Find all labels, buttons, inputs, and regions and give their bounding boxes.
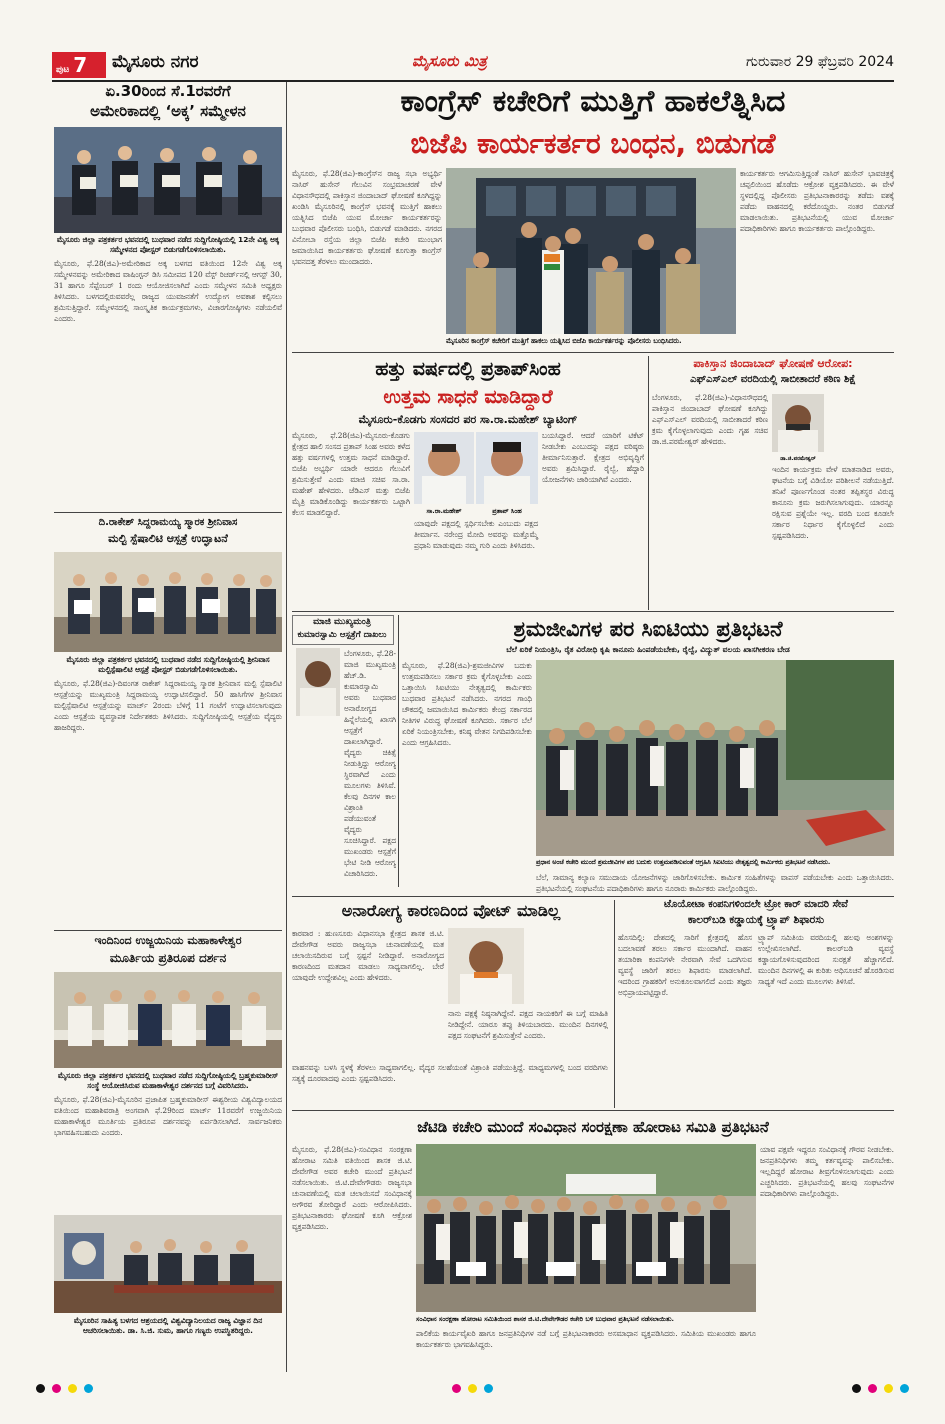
citu-subhead: ಬೆಲೆ ಏರಿಕೆ ನಿಯಂತ್ರಿಸಿ, ರೈತ ವಿರೋಧಿ ಕೃಷಿ ಕಾನೂನು ಹಿಂಪಡೆಯಬೇಕು, ರೈಲ್ವೆ, ವಿದ್ಯುತ್ ವಲಯ ಖಾಸಗೀಕರಣ ಬೇಡ (506, 645, 790, 654)
registration-dot (68, 1384, 77, 1393)
jtd-photo (416, 1144, 756, 1312)
pratap-body-2: ಬಯಸಿದ್ದಾರೆ. ಆದರೆ ಯಾರಿಗೆ ಟಿಕೆಟ್ ನೀಡಬೇಕು ಎಂಬುದನ್ನು ಪಕ್ಷದ ವರಿಷ್ಠರು ತೀರ್ಮಾನಿಸುತ್ತಾರೆ. ಕ್ಷೇತ್ರದ ಅಭಿವೃದ್ಧಿಗೆ ಅವರು ಶ್ರಮಿಸಿದ್ದಾರೆ. ರೈಲ್ವೆ, ಹೆದ್ದಾರಿ ಯೋಜನೆಗಳು ಜಾರಿಯಾಗಿವೆ ಎಂದರು. (542, 431, 644, 484)
science-day-photo (54, 1215, 282, 1313)
jtd-photo-caption: ಸಂವಿಧಾನ ಸಂರಕ್ಷಣಾ ಹೋರಾಟ ಸಮಿತಿಯಿಂದ ಶಾಸಕ ಜಿ.ಟಿ.ದೇವೇಗೌಡರ ಕಚೇರಿ ಬಳಿ ಬುಧವಾರ ಪ್ರತಿಭಟನೆ ನಡೆಸಲಾಯಿತು. (416, 1315, 675, 1323)
issue-date: ಗುರುವಾರ 29 ಫೆಬ್ರವರಿ 2024 (745, 54, 894, 70)
vote-body-2: ನಾನು ಪಕ್ಷಕ್ಕೆ ನಿಷ್ಠನಾಗಿದ್ದೇನೆ. ಪಕ್ಷದ ನಾಯಕರಿಗೆ ಈ ಬಗ್ಗೆ ಮಾಹಿತಿ ನೀಡಿದ್ದೇನೆ. ಯಾರೂ ತಪ್ಪು ತಿಳಿಯಬಾರದು. ಮುಂದಿನ ದಿನಗಳಲ್ಲಿ ಪಕ್ಷದ ಸಂಘಟನೆಗೆ ಶ್ರಮಿಸುತ್ತೇನೆ ಎಂದರು. (448, 1009, 608, 1040)
hospital-caption: ಮೈಸೂರು ಜಿಲ್ಲಾ ಪತ್ರಕರ್ತರ ಭವನದಲ್ಲಿ ಬುಧವಾರ ನಡೆದ ಸುದ್ದಿಗೋಷ್ಠಿಯಲ್ಲಿ ಶ್ರೀನಿವಾಸ ಮಲ್ಟಿಸ್ಪೆಷಾಲಿಟಿ ಆಸ್ಪತ್ರೆ ಪೋಸ್ಟರ್ ಬಿಡುಗಡೆಗೊಳಿಸಲಾಯಿತು. (66, 655, 270, 674)
section-title: ಮೈಸೂರು ನಗರ (112, 52, 199, 72)
jtd-body-bottom: ಪಾಲಿಕೆಯ ಕಾರ್ಯವೈಖರಿ ಹಾಗೂ ಜನಪ್ರತಿನಿಧಿಗಳ ನಡೆ ಬಗ್ಗೆ ಪ್ರತಿಭಟನಾಕಾರರು ಅಸಮಾಧಾನ ವ್ಯಕ್ತಪಡಿಸಿದರು. ಸಮಿತಿಯ ಮುಖಂಡರು ಹಾಗೂ ಕಾರ್ಯಕರ್ತರು ಭಾಗವಹಿಸಿದ್ದರು. (416, 1329, 756, 1349)
hdk-tag-1: ಮಾಜಿ ಮುಖ್ಯಮಂತ್ರಿ (313, 617, 371, 627)
akka-headline-2: ಅಮೇರಿಕಾದಲ್ಲಿ ‘ಅಕ್ಕ’ ಸಮ್ಮೇಳನ (90, 102, 246, 120)
jtd-body-left: ಮೈಸೂರು, ಫೆ.28(ಜಿಎ)-ಸಂವಿಧಾನ ಸಂರಕ್ಷಣಾ ಹೋರಾಟ ಸಮಿತಿ ವತಿಯಿಂದ ಶಾಸಕ ಜಿ.ಟಿ. ದೇವೇಗೌಡ ಅವರ ಕಚೇರಿ ಮುಂದೆ ಪ್ರತಿಭಟನೆ ನಡೆಸಲಾಯಿತು. ಜಿ.ಟಿ.ದೇವೇಗೌಡರು ರಾಜ್ಯಸಭಾ ಚುನಾವಣೆಯಲ್ಲಿ ಮತ ಚಲಾಯಿಸದೆ ಸಂವಿಧಾನಕ್ಕೆ ಅಗೌರವ ತೋರಿದ್ದಾರೆ ಎಂದು ಆರೋಪಿಸಿದರು. ಪ್ರತಿಭಟನಾಕಾರರು ಘೋಷಣೆ ಕೂಗಿ ಆಕ್ರೋಶ ವ್ಯಕ್ತಪಡಿಸಿದರು. (292, 1145, 412, 1231)
akka-caption: ಮೈಸೂರು ಜಿಲ್ಲಾ ಪತ್ರಕರ್ತರ ಭವನದಲ್ಲಿ ಬುಧವಾರ ನಡೆದ ಸುದ್ದಿಗೋಷ್ಠಿಯಲ್ಲಿ 12ನೇ ವಿಶ್ವ ಅಕ್ಕ ಸಮ್ಮೇಳನದ ಪೋಸ್ಟರ್ ಬಿಡುಗಡೆಗೊಳಿಸಲಾಯಿತು. (56, 235, 280, 254)
mahakal-photo (54, 972, 282, 1068)
lead-photo-caption: ಮೈಸೂರಿನ ಕಾಂಗ್ರೆಸ್ ಕಚೇರಿಗೆ ಮುತ್ತಿಗೆ ಹಾಕಲು ಯತ್ನಿಸಿದ ಬಿಜೆಪಿ ಕಾರ್ಯಕರ್ತರನ್ನು ಪೊಲೀಸರು ಬಂಧಿಸಿದರು. (446, 337, 682, 345)
pakistan-body-2: ಇಂದಿನ ಕಾರ್ಯಕ್ರಮ ವೇಳೆ ಮಾತನಾಡಿದ ಅವರು, ಘಟನೆಯ ಬಗ್ಗೆ ವಿಡಿಯೋ ಪರಿಶೀಲನೆ ನಡೆಯುತ್ತಿದೆ. ತನಿಖೆ ಪೂರ್ಣಗೊಂಡ ನಂತರ ತಪ್ಪಿತಸ್ಥರ ವಿರುದ್ಧ ಕಾನೂನು ಕ್ರಮ ಜರುಗಿಸಲಾಗುವುದು. ಯಾರನ್ನೂ ರಕ್ಷಿಸುವ ಪ್ರಶ್ನೆಯೇ ಇಲ್ಲ. ವರದಿ ಬಂದ ಕೂಡಲೇ ಸರ್ಕಾರ ನಿರ್ಧಾರ ಕೈಗೊಳ್ಳಲಿದೆ ಎಂದು ಸ್ಪಷ್ಟಪಡಿಸಿದರು. (772, 465, 894, 540)
pratap-headline-1: ಹತ್ತು ವರ್ಷದಲ್ಲಿ ಪ್ರತಾಪ್‌ಸಿಂಹ (375, 358, 561, 380)
citu-body: ಮೈಸೂರು, ಫೆ.28(ಜಿಎ)-ಶ್ರಮಜೀವಿಗಳ ಬದುಕು ಉತ್ತಮಪಡಿಸಲು ಸರ್ಕಾರ ಕ್ರಮ ಕೈಗೊಳ್ಳಬೇಕು ಎಂದು ಒತ್ತಾಯಿಸಿ ಸಿಐಟಿಯು ನೇತೃತ್ವದಲ್ಲಿ ಕಾರ್ಮಿಕರು ಬುಧವಾರ ಪ್ರತಿಭಟನೆ ನಡೆಸಿದರು. ನಗರದ ಗಾಂಧಿ ಚೌಕದಲ್ಲಿ ಜಮಾಯಿಸಿದ ಕಾರ್ಮಿಕರು ಕೇಂದ್ರ ಸರ್ಕಾರದ ನೀತಿಗಳ ವಿರುದ್ಧ ಘೋಷಣೆ ಕೂಗಿದರು. ಸರ್ಕಾರ ಬೆಲೆ ಏರಿಕೆ ನಿಯಂತ್ರಿಸಬೇಕು, ಕನಿಷ್ಠ ವೇತನ ನಿಗದಿಪಡಿಸಬೇಕು ಎಂದು ಆಗ್ರಹಿಸಿದರು. (402, 661, 532, 747)
page-number: 7 (73, 53, 88, 77)
pratap-headline-2: ಉತ್ತಮ ಸಾಧನೆ ಮಾಡಿದ್ದಾರೆ (383, 386, 553, 408)
registration-dot (452, 1384, 461, 1393)
divider (292, 352, 894, 353)
vote-body-3: ವಾಹನವನ್ನು ಬಳಸಿ ಸ್ಥಳಕ್ಕೆ ತೆರಳಲು ಸಾಧ್ಯವಾಗಲಿಲ್ಲ. ವೈದ್ಯರ ಸಲಹೆಯಂತೆ ವಿಶ್ರಾಂತಿ ಪಡೆಯುತ್ತಿದ್ದೆ. ಮಾಧ್ಯಮಗಳಲ್ಲಿ ಬಂದ ವರದಿಗಳು ಸತ್ಯಕ್ಕೆ ದೂರವಾದವು ಎಂದು ಸ್ಪಷ್ಟಪಡಿಸಿದರು. (292, 1063, 608, 1083)
pratap-body-3: ಯಾವುದೇ ಪಕ್ಷದಲ್ಲಿ ಸ್ಪರ್ಧಿಸಬೇಕು ಎಂಬುದು ಪಕ್ಷದ ತೀರ್ಮಾನ. ನರೇಂದ್ರ ಮೋದಿ ಅವರನ್ನು ಮತ್ತೊಮ್ಮೆ ಪ್ರಧಾನಿ ಮಾಡುವುದು ನಮ್ಮ ಗುರಿ ಎಂದು ತಿಳಿಸಿದರು. (414, 519, 538, 550)
akka-body: ಮೈಸೂರು, ಫೆ.28(ಜಿಎ)-ಅಮೇರಿಕಾದ ಅಕ್ಕ ಬಳಗದ ವತಿಯಿಂದ 12ನೇ ವಿಶ್ವ ಅಕ್ಕ ಸಮ್ಮೇಳನವನ್ನು ಅಮೇರಿಕಾದ ವಾಷಿಂಗ್ಟನ್ ಡಿಸಿ ಸಮೀಪದ 120 ವೆಸ್ಟ್ ರಿಚರ್ಡ್‌ನಲ್ಲಿ ಆಗಸ್ಟ್ 30, 31 ಹಾಗೂ ಸೆಪ್ಟೆಂಬರ್ 1 ರಂದು ಆಯೋಜಿಸಲಾಗಿದೆ ಎಂದು ಸಮ್ಮೇಳನ ಸಮಿತಿ ಅಧ್ಯಕ್ಷರು ತಿಳಿಸಿದರು. ಬಳಗದಲ್ಲಿರುವವರೆಲ್ಲ ರಾಜ್ಯದ ಯುವಜನತೆಗೆ ಉದ್ಯೋಗ ಅವಕಾಶ ಕಲ್ಪಿಸಲು ಶ್ರಮಿಸುತ್ತಿದ್ದಾರೆ. ಸಮ್ಮೇಳನದಲ್ಲಿ ಸಾಂಸ್ಕೃತಿಕ ಕಾರ್ಯಕ್ರಮಗಳು, ವಿಚಾರಗೋಷ್ಠಿಗಳು ನಡೆಯಲಿವೆ ಎಂದರು. (54, 259, 282, 323)
pakistan-body-1: ಬೆಂಗಳೂರು, ಫೆ.28(ಜಿಎ)-ವಿಧಾನಸೌಧದಲ್ಲಿ ಪಾಕಿಸ್ತಾನ ಜಿಂದಾಬಾದ್ ಘೋಷಣೆ ಕೂಗಿದ್ದು ಎಫ್‌ಎಸ್‌ಎಲ್ ವರದಿಯಲ್ಲಿ ಸಾಬೀತಾದರೆ ಕಠಿಣ ಕ್ರಮ ಕೈಗೊಳ್ಳಲಾಗುವುದು ಎಂದು ಗೃಹ ಸಚಿವ ಡಾ.ಜಿ.ಪರಮೇಶ್ವರ್ ಹೇಳಿದರು. (652, 393, 768, 446)
page-number-badge (52, 52, 106, 78)
divider (292, 611, 894, 612)
registration-dot (852, 1384, 861, 1393)
mahakal-body: ಮೈಸೂರು, ಫೆ.28(ಜಿಎ)-ಮೈಸೂರಿನ ಪ್ರಜಾಪಿತ ಬ್ರಹ್ಮಕುಮಾರೀಸ್ ಈಶ್ವರೀಯ ವಿಶ್ವವಿದ್ಯಾಲಯದ ವತಿಯಿಂದ ಮಹಾಶಿವರಾತ್ರಿ ಅಂಗವಾಗಿ ಫೆ.29ರಿಂದ ಮಾರ್ಚ್ 11ರವರೆಗೆ ಉಜ್ಜಯಿನಿಯ ಮಹಾಕಾಳೇಶ್ವರ ಮೂರ್ತಿಯ ಪ್ರತಿರೂಪ ದರ್ಶನವನ್ನು ಏರ್ಪಡಿಸಲಾಗಿದೆ. ಸಾರ್ವಜನಿಕರು ಭಾಗವಹಿಸಬಹುದು ಎಂದರು. (54, 1095, 282, 1137)
lead-headline-1: ಕಾಂಗ್ರೆಸ್ ಕಚೇರಿಗೆ ಮುತ್ತಿಗೆ ಹಾಕಲೆತ್ನಿಸಿದ (400, 84, 786, 119)
mahakal-headline-1: ಇಂದಿನಿಂದ ಉಜ್ಜಯಿನಿಯ ಮಹಾಕಾಳೇಶ್ವರ (94, 934, 242, 947)
registration-dot (468, 1384, 477, 1393)
column-divider (286, 82, 287, 1372)
divider (54, 512, 282, 513)
hospital-photo (54, 552, 282, 652)
photo-label-pratap: ಪ್ರತಾಪ್ ಸಿಂಹ (492, 507, 522, 515)
hospital-headline-1: ದಿ.ರಾಕೇಶ್ ಸಿದ್ದರಾಮಯ್ಯ ಸ್ಮಾರಕ ಶ್ರೀನಿವಾಸ (98, 517, 238, 528)
science-day-caption: ಮೈಸೂರಿನ ಸಾಹಿತ್ಯ ಬಳಗದ ಆಶ್ರಯದಲ್ಲಿ ವಿಶ್ವವಿದ್ಯಾನಿಲಯದ ರಾಜ್ಯ ವಿಜ್ಞಾನ ದಿನ ಆಚರಿಸಲಾಯಿತು. ಡಾ. ಸಿ.ಜಿ. ಸುಮ, ಹಾಗೂ ಗಣ್ಯರು ಉಪಸ್ಥಿತರಿದ್ದರು. (73, 1316, 263, 1335)
page-label: ಪುಟ (56, 65, 70, 75)
column-divider (648, 356, 649, 610)
pakistan-headline-1: ಪಾಕಿಸ್ತಾನ ಜಿಂದಾಬಾದ್ ಘೋಷಣೆ ಆರೋಪ: (693, 357, 853, 370)
lead-photo (446, 168, 736, 334)
mahakal-headline-2: ಮೂರ್ತಿಯ ಪ್ರತಿರೂಪ ದರ್ಶನ (109, 951, 227, 965)
akka-photo (54, 127, 282, 233)
registration-dot (52, 1384, 61, 1393)
toyota-headline-2: ಕಾಲರ್‌ಬಡಿ ಕಡ್ಡಾಯಕ್ಕೆ ಟ್ರ್ಯಾಪ್ ಶಿಫಾರಸು (687, 914, 825, 926)
newspaper-logo: ಮೈಸೂರು ಮಿತ್ರ (412, 52, 487, 70)
lead-body-right: ಕಾರ್ಯಕರ್ತರು ಆಗಮಿಸುತ್ತಿದ್ದಂತೆ ನಾಸಿರ್ ಹುಸೇನ್ ಭಾವಚಿತ್ರಕ್ಕೆ ಚಪ್ಪಲಿಯಿಂದ ಹೊಡೆದು ಆಕ್ರೋಶ ವ್ಯಕ್ತಪಡಿಸಿದರು. ಈ ವೇಳೆ ಸ್ಥಳದಲ್ಲಿದ್ದ ಪೊಲೀಸರು ಪ್ರತಿಭಟನಾಕಾರರನ್ನು ತಡೆದು ವಶಕ್ಕೆ ಪಡೆದು ವಾಹನದಲ್ಲಿ ಕರೆದೊಯ್ದರು. ನಂತರ ಬಿಡುಗಡೆ ಮಾಡಲಾಯಿತು. ಪ್ರತಿಭಟನೆಯಲ್ಲಿ ಯುವ ಮೋರ್ಚಾ ಪದಾಧಿಕಾರಿಗಳು ಹಾಗೂ ಕಾರ್ಯಕರ್ತರು ಪಾಲ್ಗೊಂಡಿದ್ದರು. (740, 169, 894, 233)
vote-body-1: ಕಾರವಾರ : ಹುಣಸೂರು ವಿಧಾನಸಭಾ ಕ್ಷೇತ್ರದ ಶಾಸಕ ಜಿ.ಟಿ. ದೇವೇಗೌಡ ಅವರು ರಾಜ್ಯಸಭಾ ಚುನಾವಣೆಯಲ್ಲಿ ಮತ ಚಲಾಯಿಸದಿರುವ ಬಗ್ಗೆ ಸ್ಪಷ್ಟನೆ ನೀಡಿದ್ದಾರೆ. ಅನಾರೋಗ್ಯದ ಕಾರಣದಿಂದ ಮತದಾನ ಮಾಡಲು ಸಾಧ್ಯವಾಗಲಿಲ್ಲ. ಬೇರೆ ಯಾವುದೇ ಉದ್ದೇಶವಿಲ್ಲ ಎಂದು ಹೇಳಿದರು. (292, 929, 444, 982)
jtd-body-right: ಯಾವ ಪಕ್ಷವೇ ಇದ್ದರೂ ಸಂವಿಧಾನಕ್ಕೆ ಗೌರವ ನೀಡಬೇಕು. ಜನಪ್ರತಿನಿಧಿಗಳು ತಮ್ಮ ಕರ್ತವ್ಯವನ್ನು ಪಾಲಿಸಬೇಕು. ಇಲ್ಲದಿದ್ದರೆ ಹೋರಾಟ ತೀವ್ರಗೊಳಿಸಲಾಗುವುದು ಎಂದು ಎಚ್ಚರಿಸಿದರು. ಪ್ರತಿಭಟನೆಯಲ್ಲಿ ಹಲವು ಸಂಘಟನೆಗಳ ಪದಾಧಿಕಾರಿಗಳು ಪಾಲ್ಗೊಂಡಿದ್ದರು. (760, 1145, 894, 1198)
divider (54, 930, 282, 931)
registration-dot (484, 1384, 493, 1393)
column-divider (614, 900, 615, 1108)
gt-devegowda-photo (448, 928, 524, 1004)
pratap-simha-photo (476, 432, 538, 504)
divider (292, 896, 894, 897)
photo-label-parameshwar: ಡಾ.ಜಿ.ಪರಮೇಶ್ವರ್ (780, 456, 816, 462)
registration-dot (36, 1384, 45, 1393)
registration-dot (900, 1384, 909, 1393)
registration-dot (84, 1384, 93, 1393)
pakistan-headline-2: ಎಫ್‌ಎಸ್‌ಎಲ್ ವರದಿಯಲ್ಲಿ ಸಾಬೀತಾದರೆ ಕಠಿಣ ಶಿಕ್ಷೆ (690, 374, 856, 385)
jtd-headline: ಜೆಟಿಡಿ ಕಚೇರಿ ಮುಂದೆ ಸಂವಿಧಾನ ಸಂರಕ್ಷಣಾ ಹೋರಾಟ ಸಮಿತಿ ಪ್ರತಿಭಟನೆ (417, 1118, 769, 1136)
lead-headline-2: ಬಿಜೆಪಿ ಕಾರ್ಯಕರ್ತರ ಬಂಧನ, ಬಿಡುಗಡೆ (410, 127, 776, 160)
column-divider (398, 615, 399, 887)
citu-body-bottom: ಬೆಲೆ, ಸಾಮಾನ್ಯ ಕಲ್ಯಾಣ ಸಮುದಾಯ ಯೋಜನೆಗಳನ್ನು ಜಾರಿಗೊಳಿಸಬೇಕು. ಕಾರ್ಮಿಕ ಸಂಹಿತೆಗಳನ್ನು ವಾಪಸ್ ಪಡೆಯಬೇಕು ಎಂದು ಒತ್ತಾಯಿಸಿದರು. ಪ್ರತಿಭಟನೆಯಲ್ಲಿ ಸಂಘಟನೆಯ ಪದಾಧಿಕಾರಿಗಳು ಹಾಗೂ ನೂರಾರು ಕಾರ್ಮಿಕರು ಪಾಲ್ಗೊಂಡಿದ್ದರು. (536, 873, 894, 893)
citu-photo (536, 660, 894, 856)
photo-label-mahesh: ಸಾ.ರಾ.ಮಹೇಶ್ (426, 507, 462, 515)
sa-ra-mahesh-photo (414, 432, 474, 504)
toyota-headline-1: ಟೊಯೋಟಾ ಕಂಪನಿಗಳಿಂದಲೇ ಟ್ರೋ ಕಾರ್ ಮಾದರಿ ಸೇವೆ (664, 899, 848, 910)
hdk-body-cont (292, 720, 396, 884)
toyota-body-1: ಹೊಸದಿಲ್ಲಿ: ದೇಶದಲ್ಲಿ ಸಾರಿಗೆ ಕ್ಷೇತ್ರದಲ್ಲಿ ಹೊಸ ಬದಲಾವಣೆ ತರಲು ಸರ್ಕಾರ ಮುಂದಾಗಿದೆ. ವಾಹನ ತಯಾರಿಕಾ ಕಂಪನಿಗಳೇ ನೇರವಾಗಿ ಸೇವೆ ಒದಗಿಸುವ ವ್ಯವಸ್ಥೆ ಜಾರಿಗೆ ತರಲು ಶಿಫಾರಸು ಮಾಡಲಾಗಿದೆ. ಇದರಿಂದ ಗ್ರಾಹಕರಿಗೆ ಅನುಕೂಲವಾಗಲಿದೆ ಎಂದು ತಜ್ಞರು ಅಭಿಪ್ರಾಯಪಟ್ಟಿದ್ದಾರೆ. (618, 933, 752, 997)
kumaraswamy-photo (296, 648, 340, 716)
divider (292, 1110, 894, 1111)
parameshwar-photo (772, 394, 824, 452)
registration-dot (884, 1384, 893, 1393)
toyota-body-2: ಟ್ರ್ಯಾಪ್ ಸಮಿತಿಯ ವರದಿಯಲ್ಲಿ ಹಲವು ಅಂಶಗಳನ್ನು ಉಲ್ಲೇಖಿಸಲಾಗಿದೆ. ಕಾಲರ್‌ಬಡಿ ವ್ಯವಸ್ಥೆ ಕಡ್ಡಾಯಗೊಳಿಸುವುದರಿಂದ ಸುರಕ್ಷತೆ ಹೆಚ್ಚಾಗಲಿದೆ. ಮುಂದಿನ ದಿನಗಳಲ್ಲಿ ಈ ಕುರಿತು ಅಧಿಸೂಚನೆ ಹೊರಡಿಸುವ ಸಾಧ್ಯತೆ ಇದೆ ಎಂದು ಮೂಲಗಳು ತಿಳಿಸಿವೆ. (758, 933, 894, 986)
pratap-subhead: ಮೈಸೂರು-ಕೊಡಗು ಸಂಸದರ ಪರ ಸಾ.ರಾ.ಮಹೇಶ್ ಬ್ಯಾಟಿಂಗ್ (358, 413, 578, 426)
citu-headline: ಶ್ರಮಜೀವಿಗಳ ಪರ ಸಿಐಟಿಯು ಪ್ರತಿಭಟನೆ (513, 617, 783, 641)
vote-headline: ಅನಾರೋಗ್ಯ ಕಾರಣದಿಂದ ವೋಟ್ ಮಾಡಿಲ್ಲ (341, 901, 561, 920)
hospital-headline-2: ಮಲ್ಟಿ ಸ್ಪೆಷಾಲಿಟಿ ಆಸ್ಪತ್ರೆ ಉದ್ಘಾಟನೆ (108, 532, 228, 545)
mahakal-caption: ಮೈಸೂರು ಜಿಲ್ಲಾ ಪತ್ರಕರ್ತರ ಭವನದಲ್ಲಿ ಬುಧವಾರ ನಡೆದ ಸುದ್ದಿಗೋಷ್ಠಿಯಲ್ಲಿ ಬ್ರಹ್ಮಕುಮಾರೀಸ್ ಸಂಸ್ಥೆ ಆಯೋಜಿಸಿರುವ ಮಹಾಕಾಳೇಶ್ವರ ದರ್ಶನದ ಬಗ್ಗೆ ವಿವರಿಸಿದರು. (57, 1071, 279, 1090)
akka-headline-1: ಏ.30ರಿಂದ ಸೆ.1ರವರೆಗೆ (105, 82, 231, 100)
citu-photo-caption: ಪ್ರಧಾನ ಅಂಚೆ ಕಚೇರಿ ಮುಂದೆ ಶ್ರಮಜೀವಿಗಳ ಪರ ಬದುಕು ಉತ್ತಮಪಡಿಸುವಂತೆ ಆಗ್ರಹಿಸಿ ಸಿಐಟಿಯು ನೇತೃತ್ವದಲ್ಲಿ ಕಾರ್ಮಿಕರು ಪ್ರತಿಭಟನೆ ನಡೆಸಿದರು. (536, 859, 831, 866)
registration-dot (868, 1384, 877, 1393)
hospital-body: ಮೈಸೂರು, ಫೆ.28(ಜಿಎ)-ದಿವಂಗತ ರಾಕೇಶ್ ಸಿದ್ದರಾಮಯ್ಯ ಸ್ಮಾರಕ ಶ್ರೀನಿವಾಸ ಮಲ್ಟಿ ಸ್ಪೆಷಾಲಿಟಿ ಆಸ್ಪತ್ರೆಯನ್ನು ಮುಖ್ಯಮಂತ್ರಿ ಸಿದ್ದರಾಮಯ್ಯ ಉದ್ಘಾಟಿಸಲಿದ್ದಾರೆ. 50 ಹಾಸಿಗೆಗಳ ಶ್ರೀನಿವಾಸ ಮಲ್ಟಿಸ್ಪೆಷಾಲಿಟಿ ಆಸ್ಪತ್ರೆಯನ್ನು ಮಾರ್ಚ್ 2ರಂದು ಬೆಳಿಗ್ಗೆ 11 ಗಂಟೆಗೆ ಉದ್ಘಾಟಿಸಲಾಗುವುದು ಎಂದು ಆಸ್ಪತ್ರೆಯ ವ್ಯವಸ್ಥಾಪಕ ನಿರ್ದೇಶಕರು ತಿಳಿಸಿದರು. ಸುದ್ದಿಗೋಷ್ಠಿಯಲ್ಲಿ ಆಸ್ಪತ್ರೆಯ ವೈದ್ಯರು ಹಾಜರಿದ್ದರು. (54, 679, 282, 732)
masthead (52, 50, 894, 82)
pakistan-body-2b (828, 394, 894, 462)
pratap-body-1: ಮೈಸೂರು, ಫೆ.28(ಜಿಎ)-ಮೈಸೂರು-ಕೊಡಗು ಕ್ಷೇತ್ರದ ಹಾಲಿ ಸಂಸದ ಪ್ರತಾಪ್ ಸಿಂಹ ಅವರು ಕಳೆದ ಹತ್ತು ವರ್ಷಗಳಲ್ಲಿ ಉತ್ತಮ ಸಾಧನೆ ಮಾಡಿದ್ದಾರೆ. ಬಿಜೆಪಿ ಅಭ್ಯರ್ಥಿ ಯಾರೇ ಆದರೂ ಗೆಲುವಿಗೆ ಶ್ರಮಿಸುತ್ತೇವೆ ಎಂದು ಮಾಜಿ ಸಚಿವ ಸಾ.ರಾ. ಮಹೇಶ್ ಹೇಳಿದರು. ಜೆಡಿಎಸ್ ಮತ್ತು ಬಿಜೆಪಿ ಮೈತ್ರಿ ಮಾಡಿಕೊಂಡಿದ್ದು ಕಾರ್ಯಕರ್ತರು ಒಟ್ಟಾಗಿ ಕೆಲಸ ಮಾಡಲಿದ್ದಾರೆ. (292, 431, 410, 517)
lead-body-left: ಮೈಸೂರು, ಫೆ.28(ಜಿಎ)-ಕಾಂಗ್ರೆಸ್‌ನ ರಾಜ್ಯ ಸಭಾ ಅಭ್ಯರ್ಥಿ ನಾಸಿರ್ ಹುಸೇನ್ ಗೆಲುವಿನ ಸಂಭ್ರಮಾಚರಣೆ ವೇಳೆ ವಿಧಾನಸೌಧದಲ್ಲಿ ಪಾಕಿಸ್ತಾನ ಜಿಂದಾಬಾದ್ ಘೋಷಣೆ ಕೂಗಿದ್ದನ್ನು ಖಂಡಿಸಿ ಮೈಸೂರಿನಲ್ಲಿ ಕಾಂಗ್ರೆಸ್ ಭವನಕ್ಕೆ ಮುತ್ತಿಗೆ ಹಾಕಲು ಯತ್ನಿಸಿದ ಬಿಜೆಪಿ ಯುವ ಮೋರ್ಚಾ ಕಾರ್ಯಕರ್ತರನ್ನು ಬುಧವಾರ ಪೊಲೀಸರು ಬಂಧಿಸಿ, ಬಿಡುಗಡೆ ಮಾಡಿದರು. ನಗರದ ವಿನೋಬಾ ರಸ್ತೆಯ ಜಿಲ್ಲಾ ಬಿಜೆಪಿ ಕಚೇರಿ ಮುಂಭಾಗ ಜಮಾಯಿಸಿದ ಕಾರ್ಯಕರ್ತರು ಘೋಷಣೆ ಕೂಗುತ್ತಾ ಕಾಂಗ್ರೆಸ್ ಭವನದತ್ತ ತೆರಳಲು ಮುಂದಾದರು. (292, 169, 442, 266)
hdk-tag-2: ಕುಮಾರಸ್ವಾಮಿ ಆಸ್ಪತ್ರೆಗೆ ದಾಖಲು (297, 630, 387, 640)
hdk-body: ಬೆಂಗಳೂರು, ಫೆ.28-ಮಾಜಿ ಮುಖ್ಯಮಂತ್ರಿ ಹೆಚ್.ಡಿ. ಕುಮಾರಸ್ವಾಮಿ ಅವರು ಬುಧವಾರ ಅನಾರೋಗ್ಯದ ಹಿನ್ನೆಲೆಯಲ್ಲಿ ಖಾಸಗಿ ಆಸ್ಪತ್ರೆಗೆ ದಾಖಲಾಗಿದ್ದಾರೆ. ವೈದ್ಯರು ಚಿಕಿತ್ಸೆ ನೀಡುತ್ತಿದ್ದು ಆರೋಗ್ಯ ಸ್ಥಿರವಾಗಿದೆ ಎಂದು ಮೂಲಗಳು ತಿಳಿಸಿವೆ. ಕೆಲವು ದಿನಗಳ ಕಾಲ ವಿಶ್ರಾಂತಿ ಪಡೆಯುವಂತೆ ವೈದ್ಯರು ಸೂಚಿಸಿದ್ದಾರೆ. ಪಕ್ಷದ ಮುಖಂಡರು ಆಸ್ಪತ್ರೆಗೆ ಭೇಟಿ ನೀಡಿ ಆರೋಗ್ಯ ವಿಚಾರಿಸಿದರು. (344, 649, 396, 878)
